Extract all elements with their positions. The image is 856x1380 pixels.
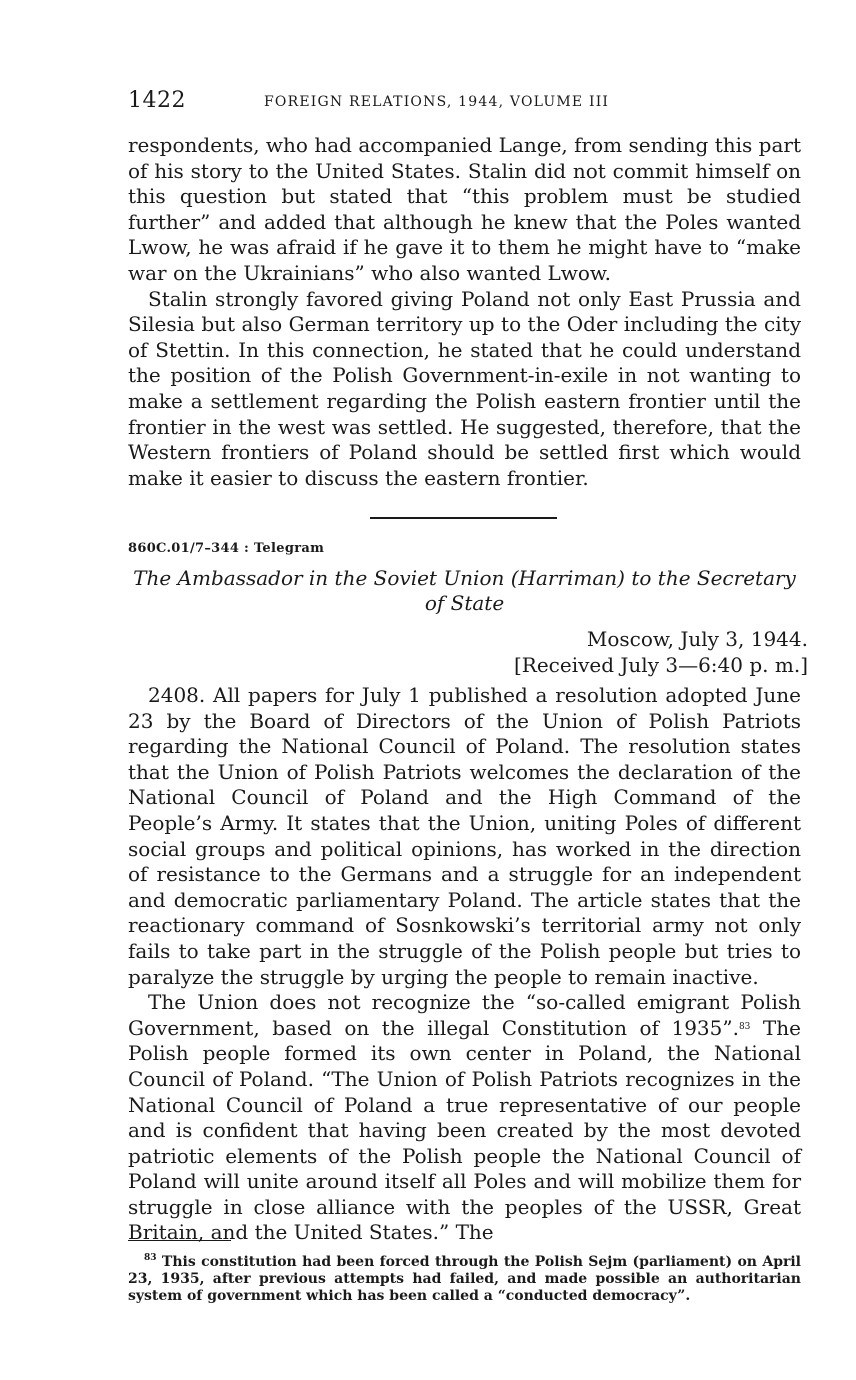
document-reference: 860C.01/7–344 : Telegram xyxy=(128,541,325,556)
footnote xyxy=(128,1254,801,1305)
footnote-divider xyxy=(128,1240,231,1241)
paragraph-stalin-frontiers: Stalin strongly favored giving Poland not only East Prussia and Silesia but also German territory up to the Oder including the city of Stettin. In this connection, he stated that he could understand the position of the Polish Government-in-exile in not wanting to make a settlement regarding the Polish eastern frontier until the frontier in the west was settled. He suggested, therefore, that the Western frontiers of Poland should be settled first which would make it easier to discuss the eastern frontier. xyxy=(128,286,801,490)
running-head: FOREIGN RELATIONS, 1944, VOLUME III xyxy=(264,94,610,110)
dateline-block xyxy=(514,626,808,678)
telegram-body xyxy=(128,683,801,1246)
paragraph-text-after-note: The Polish people formed its own center in Poland, the National Council of Poland. “The Union of Polish Patriots recognizes in the National Council of Poland a true representative of our people and is confident that having been created by the most devoted patriotic elements of the Polish people the National Council of Poland will unite around itself all Poles and will mobilize them for struggle in close alliance with the peoples of the USSR, Great Britain, and the United States.” The xyxy=(128,1015,801,1245)
section-divider xyxy=(370,517,557,519)
footnote-text: This constitution had been forced through the Polish Sejm (parliament) on April 23, 1935, after previous attempts had failed, and made possible an authoritarian system of government which has been called a “conducted democracy”. xyxy=(128,1254,802,1304)
page-number: 1422 xyxy=(128,88,186,113)
paragraph-continued: respondents, who had accompanied Lange, from sending this part of his story to the United States. Stalin did not commit himself on this question but stated that “this problem must be studied further” and added that although he knew that the Poles wanted Lwow, he was afraid if he gave it to them he might have to “make war on the Ukrainians” who also wanted Lwow. xyxy=(128,133,801,285)
received-note: [Received July 3—6:40 p. m.] xyxy=(513,653,808,677)
paragraph-text-before-note: The Union does not recognize the “so-called emigrant Polish Government, based on the illegal Constitution of 1935”. xyxy=(128,990,801,1040)
continued-section xyxy=(128,133,801,491)
page-header xyxy=(128,88,808,118)
paragraph-2408: 2408. All papers for July 1 published a resolution adopted June 23 by the Board of Directors of the Union of Polish Patriots regarding the National Council of Poland. The resolution states that the Union of Polish Patriots welcomes the declaration of the National Council of Poland and the High Command of the People’s Army. It states that the Union, uniting Poles of different social groups and political opinions, has worked in the direction of resistance to the Germans and a struggle for an independent and democratic parliamentary Poland. The article states that the reactionary command of Sosnkowski’s territorial army not only fails to take part in the struggle of the Polish people but tries to paralyze the struggle by urging the people to remain inactive. xyxy=(128,683,801,989)
footnote-reference[interactable]: 83 xyxy=(738,1021,751,1032)
document-title-line-1: The Ambassador in the Soviet Union (Harriman) to the Secretary xyxy=(133,566,796,590)
dateline: Moscow, July 3, 1944. xyxy=(586,627,808,651)
paragraph-union-recognition xyxy=(128,990,801,1246)
footnote-marker: 83 xyxy=(144,1253,157,1263)
document-title xyxy=(128,566,801,616)
document-title-line-2: of State xyxy=(424,591,505,615)
